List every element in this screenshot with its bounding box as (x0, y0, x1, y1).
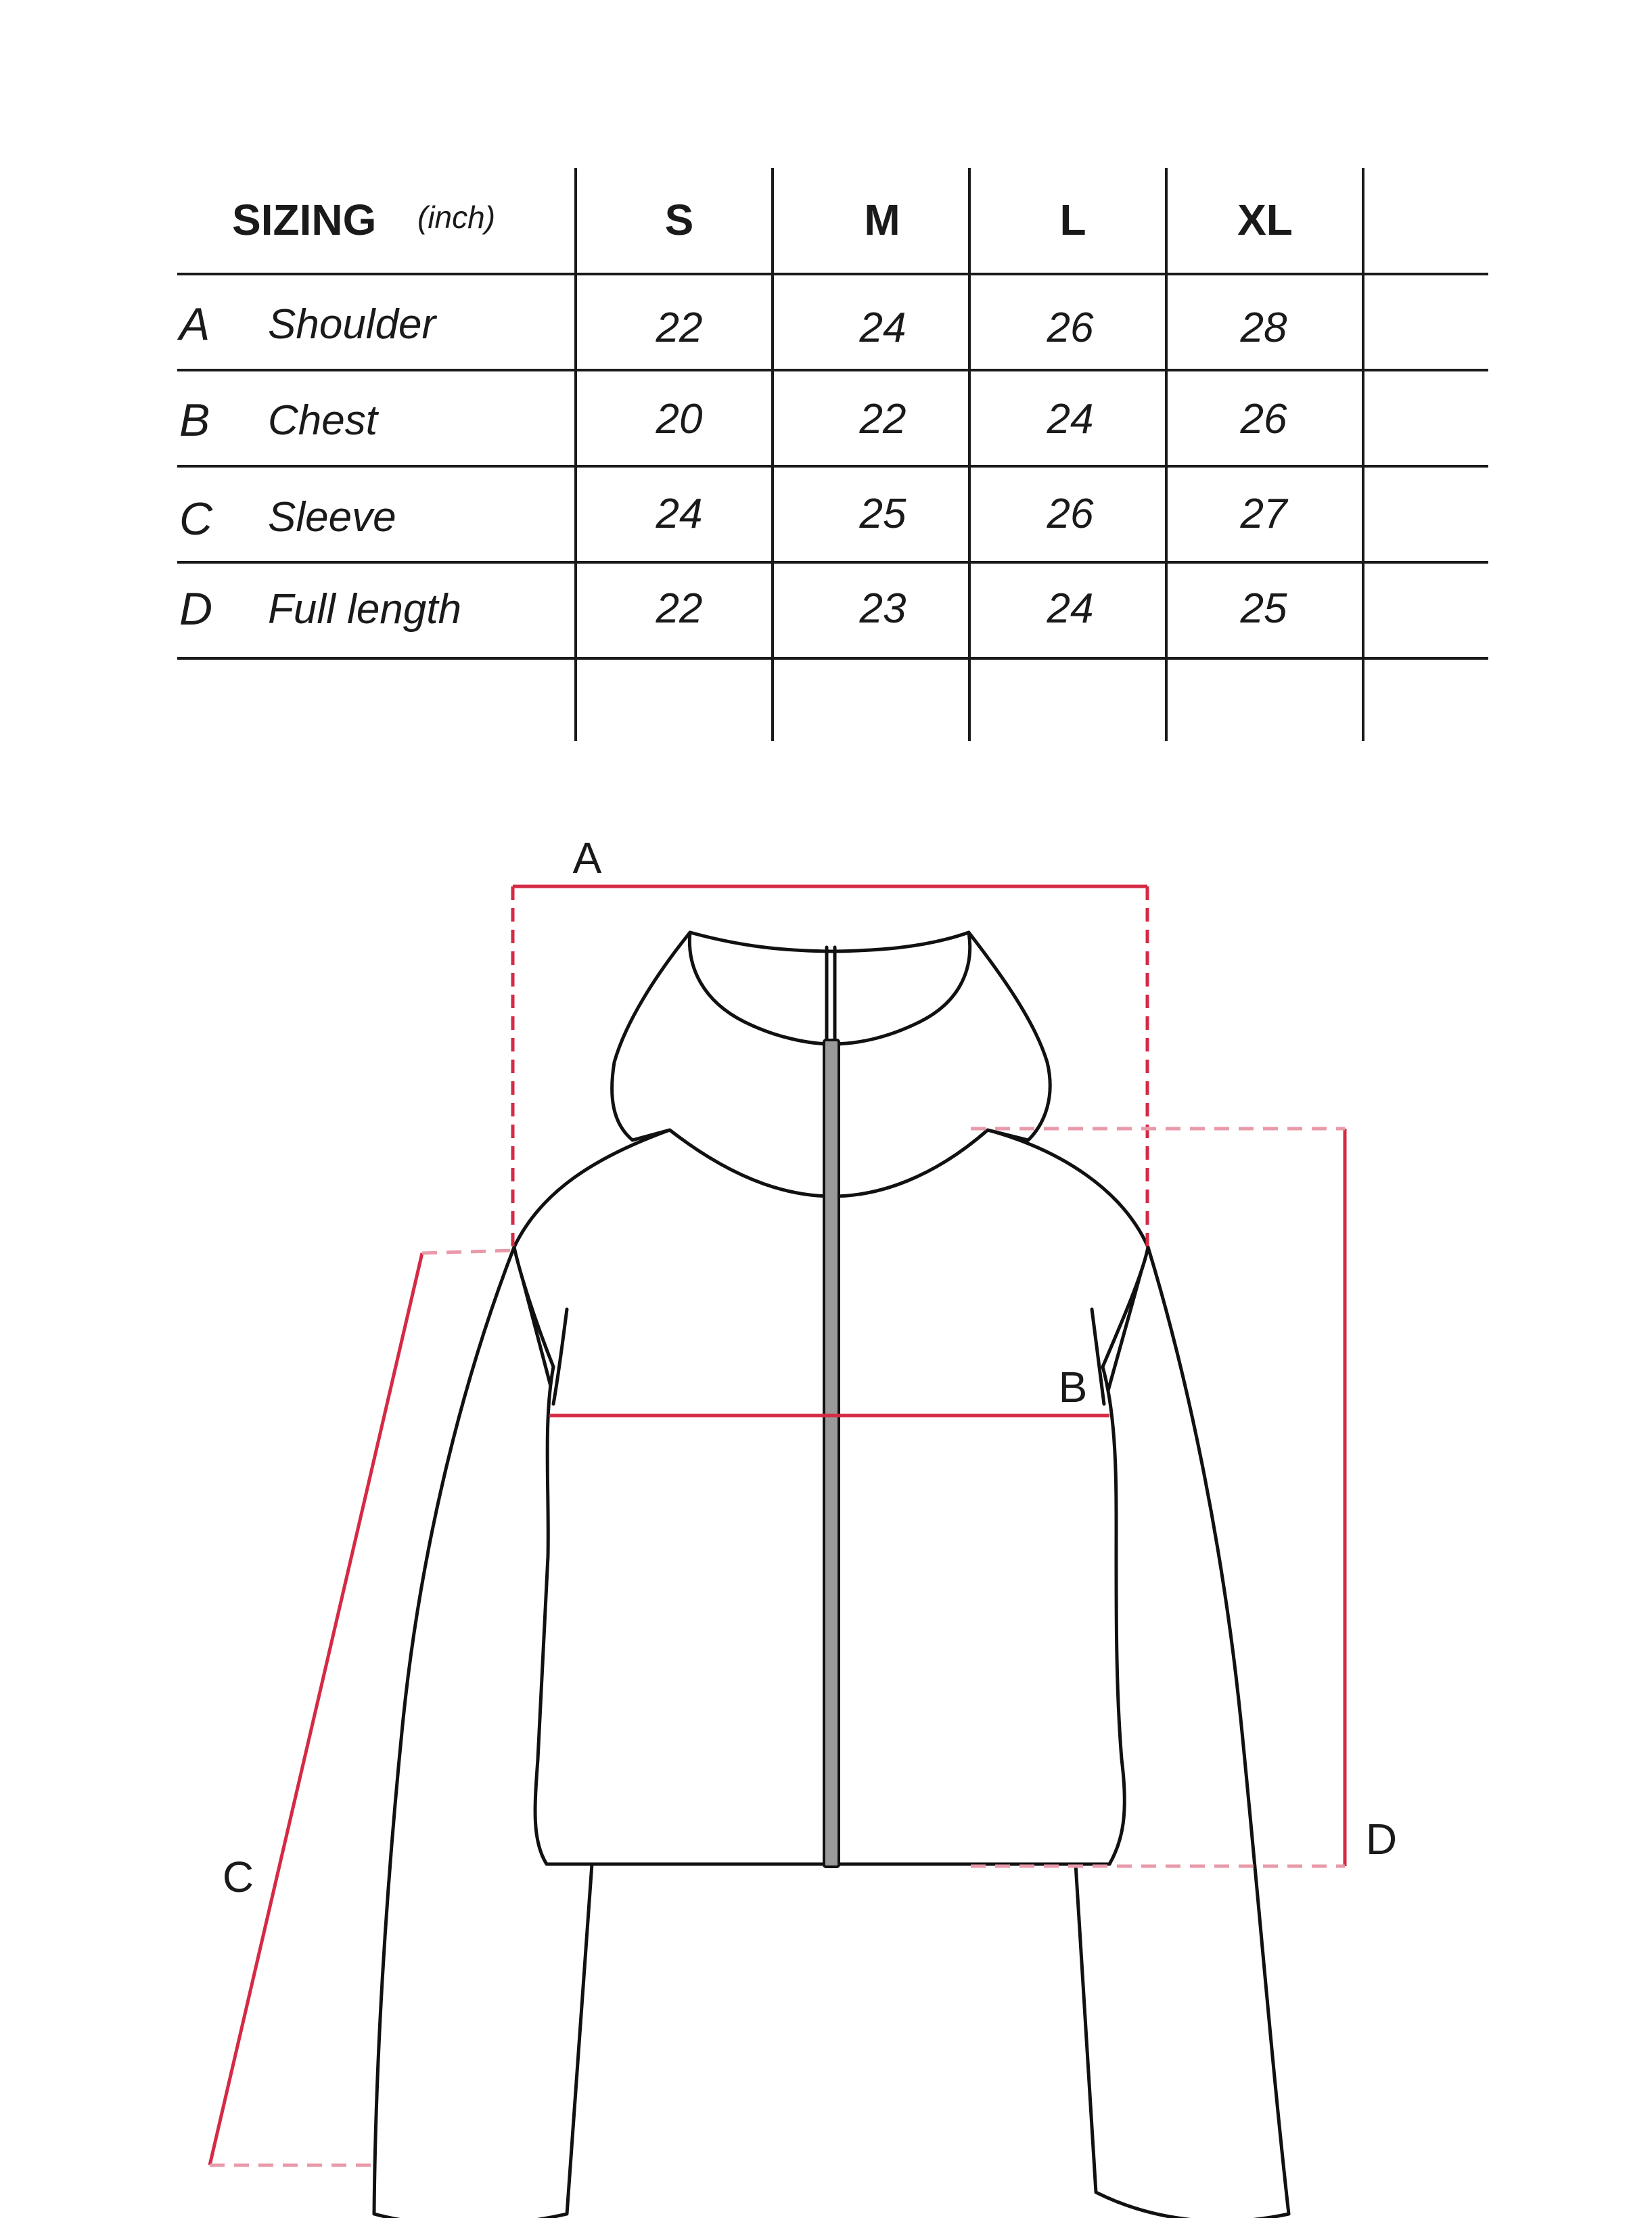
measurement-d-label: D (1365, 1815, 1398, 1863)
row-letter: B (179, 394, 210, 446)
table-row (179, 491, 1289, 545)
table-cell: 28 (1240, 304, 1287, 351)
table-title: SIZING (232, 196, 377, 244)
table-cell: 22 (859, 396, 907, 443)
measurement-b-label: B (1058, 1363, 1088, 1411)
row-name: Sleeve (268, 494, 396, 541)
table-cell: 27 (1240, 491, 1287, 537)
size-header-xl: XL (1237, 196, 1293, 244)
table-cell: 26 (1047, 491, 1094, 537)
table-cell: 26 (1240, 396, 1287, 443)
table-cell: 24 (859, 304, 907, 351)
size-header-m: M (864, 196, 900, 244)
table-cell: 25 (1240, 585, 1287, 632)
jacket-zipper (824, 1040, 839, 1867)
table-cell: 25 (859, 491, 907, 537)
row-name: Full length (268, 586, 462, 633)
table-unit: (inch) (417, 200, 496, 235)
row-name: Chest (268, 397, 377, 444)
row-letter: A (179, 298, 210, 350)
row-letter: D (179, 583, 213, 635)
table-row (179, 583, 1287, 635)
table-cell: 20 (656, 396, 703, 443)
table-cell: 24 (656, 491, 703, 537)
table-row (177, 298, 1287, 351)
size-header-l: L (1059, 196, 1086, 244)
table-cell: 22 (656, 585, 703, 632)
measurement-c-guide (422, 1250, 513, 1253)
table-cell: 24 (1047, 396, 1094, 443)
sizing-table (177, 168, 1488, 741)
table-cell: 23 (859, 585, 907, 632)
measurement-a-label: A (572, 834, 602, 882)
size-header-s: S (664, 196, 694, 244)
table-row (179, 394, 1287, 446)
table-cell: 26 (1047, 304, 1094, 351)
table-cell: 22 (656, 304, 703, 351)
jacket-diagram (210, 834, 1397, 2218)
row-name: Shoulder (268, 301, 436, 348)
table-cell: 24 (1047, 585, 1094, 632)
row-letter: C (179, 493, 213, 545)
measurement-c-label: C (222, 1853, 254, 1901)
